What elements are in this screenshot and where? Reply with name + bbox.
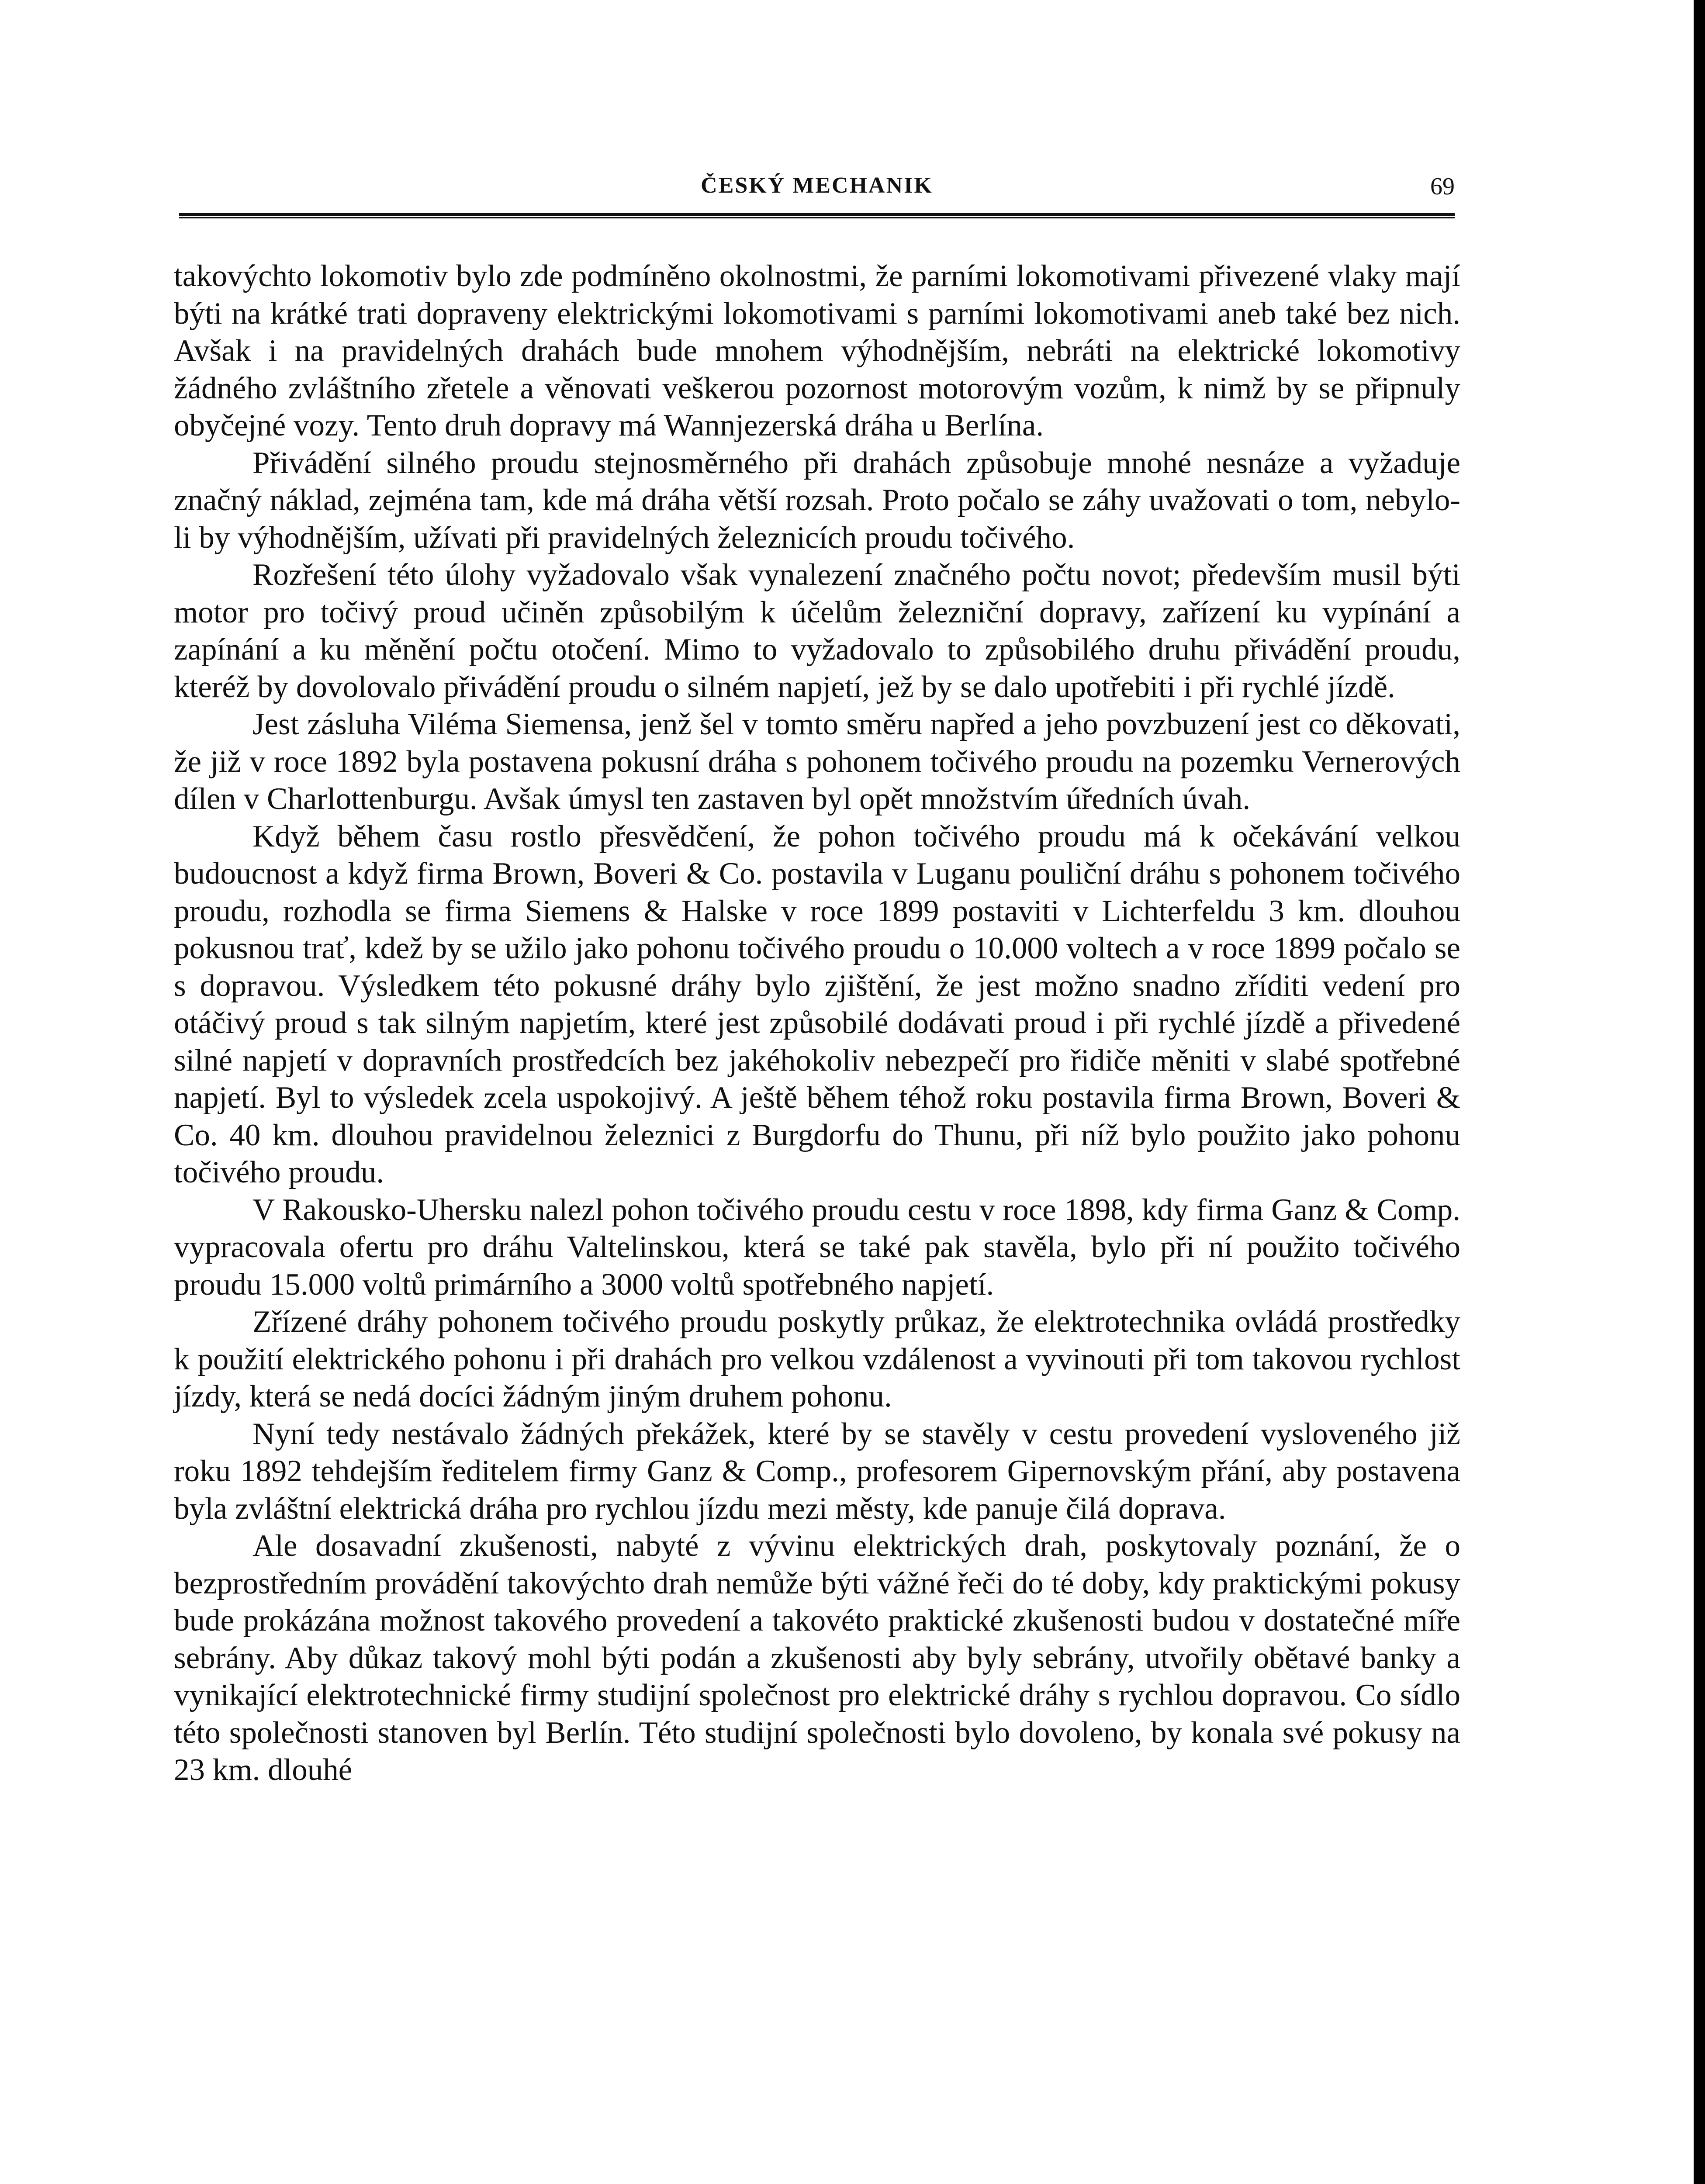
article-body bbox=[174, 258, 1460, 2184]
paragraph: V Rakousko-Uhersku nalezl pohon točivého proudu cestu v roce 1898, kdy firma Ganz & Comp. vypracovala ofertu pro dráhu Valtelinskou, která se také pak stavěla, bylo při ní použito točivého proudu 15.000 voltů primárního a 3000 voltů spotřebného napjetí. bbox=[174, 1192, 1460, 1302]
paragraph: Jest zásluha Viléma Siemensa, jenž šel v tomto směru napřed a jeho povzbuzení jest co děkovati, že již v roce 1892 byla postavena pokusní dráha s pohonem točivého proudu na pozemku Vernerových dílen v Charlottenburgu. Avšak úmysl ten zastaven byl opět množstvím úředních úvah. bbox=[174, 707, 1460, 816]
paragraph: Zřízené dráhy pohonem točivého proudu poskytly průkaz, že elektrotechnika ovládá prostředky k použití elektrického pohonu i při drahách pro velkou vzdálenost a vyvinouti při tom takovou rychlost jízdy, která se nedá docíci žádným jiným druhem pohonu. bbox=[174, 1305, 1460, 1413]
paragraph: Nyní tedy nestávalo žádných překážek, které by se stavěly v cestu provedení vysloveného již roku 1892 tehdejším ředitelem firmy Ganz & Comp., profesorem Gipernovským přání, aby postavena byla zvláštní elektrická dráha pro rychlou jízdu mezi městy, kde panuje čilá doprava. bbox=[174, 1417, 1460, 1526]
page-header bbox=[179, 173, 1455, 207]
header-rule bbox=[179, 213, 1455, 218]
paragraph: Přivádění silného proudu stejnosměrného při drahách způsobuje mnohé nesnáze a vyžaduje značný náklad, zejména tam, kde má dráha větší rozsah. Proto počalo se záhy uvažovati o tom, nebylo-li by výhodnějším, užívati při pravidelných železnicích proudu točivého. bbox=[174, 446, 1460, 555]
scan-border bbox=[1694, 0, 1705, 2184]
paragraph: Rozřešení této úlohy vyžadovalo však vynalezení značného počtu novot; především musil býti motor pro točivý proud učiněn způsobilým k účelům železniční dopravy, zařízení ku vypínání a zapínání a ku měnění počtu otočení. Mimo to vyžadovalo to způsobilého druhu přivádění proudu, kteréž by dovolovalo přivádění proudu o silném napjetí, jež by se dalo upotřebiti i při rychlé jízdě. bbox=[174, 558, 1460, 704]
running-title: ČESKÝ MECHANIK bbox=[701, 173, 933, 198]
page-number: 69 bbox=[1430, 173, 1455, 200]
paragraph: Když během času rostlo přesvědčení, že pohon točivého proudu má k očekávání velkou budoucnost a když firma Brown, Boveri & Co. postavila v Luganu pouliční dráhu s pohonem točivého proudu, rozhodla se firma Siemens & Halske v roce 1899 postaviti v Lichterfeldu 3 km. dlouhou pokusnou trať, kdež by se užilo jako pohonu točivého proudu o 10.000 voltech a v roce 1899 počalo se s dopravou. Výsledkem této pokusné dráhy bylo zjištění, že jest možno snadno zříditi vedení pro otáčivý proud s tak silným napjetím, které jest způsobilé dodávati proud i při rychlé jízdě a přivedené silné napjetí v dopravních prostředcích bez jakéhokoliv nebezpečí pro řidiče měniti v slabé spotřebné napjetí. Byl to výsledek zcela uspokojivý. A ještě během téhož roku postavila firma Brown, Boveri & Co. 40 km. dlouhou pravidelnou železnici z Burgdorfu do Thunu, při níž bylo použito jako pohonu točivého proudu. bbox=[174, 819, 1460, 1189]
paragraph: takovýchto lokomotiv bylo zde podmíněno okolnostmi, že parními lokomotivami přivezené vlaky mají býti na krátké trati dopraveny elektrickými lokomotivami s parními lokomotivami aneb také bez nich. Avšak i na pravidelných drahách bude mnohem výhodnějším, nebráti na elektrické lokomotivy žádného zvláštního zřetele a věnovati veškerou pozornost motorovým vozům, k nimž by se připnuly obyčejné vozy. Tento druh dopravy má Wannjezerská dráha u Berlína. bbox=[174, 259, 1460, 442]
paragraph: Ale dosavadní zkušenosti, nabyté z vývinu elektrických drah, poskytovaly poznání, že o bezprostředním provádění takovýchto drah nemůže býti vážné řeči do té doby, kdy praktickými pokusy bude prokázána možnost takového provedení a takovéto praktické zkušenosti budou v dostatečné míře sebrány. Aby důkaz takový mohl býti podán a zkušenosti aby byly sebrány, utvořily obětavé banky a vynikající elektrotechnické firmy studijní společnost pro elektrické dráhy s rychlou dopravou. Co sídlo této společnosti stanoven byl Berlín. Této studijní společnosti bylo dovoleno, by konala své pokusy na 23 km. dlouhé bbox=[174, 1529, 1460, 1787]
